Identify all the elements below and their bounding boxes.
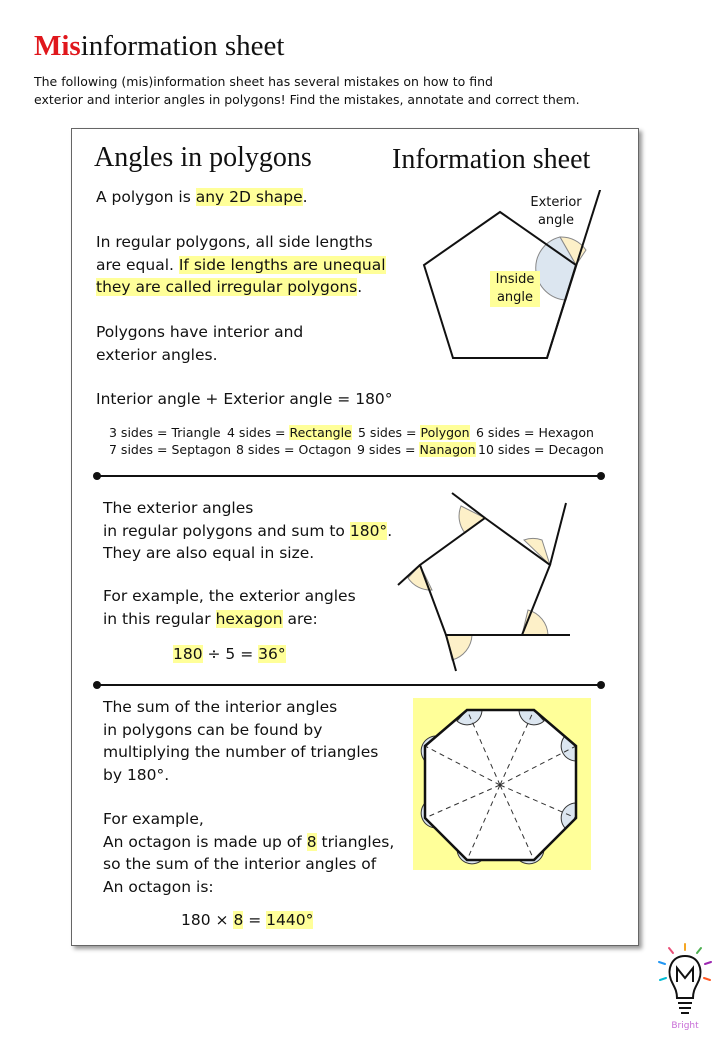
side-count: 10 sides = bbox=[478, 442, 549, 457]
side-shape-name: Triangle bbox=[171, 425, 221, 440]
angles-intro-line-2: exterior angles. bbox=[96, 345, 218, 364]
side-shape-name: Septagon bbox=[171, 442, 232, 457]
side-count: 5 sides = bbox=[358, 425, 421, 440]
interior-example-highlight: 8 bbox=[306, 832, 317, 851]
exterior-label-line-2: angle bbox=[537, 213, 575, 228]
section-divider bbox=[98, 684, 601, 686]
interior-calc-pre: 180 × bbox=[181, 911, 234, 929]
side-shape-name: Octagon bbox=[298, 442, 352, 457]
interior-example-line-2 bbox=[103, 831, 394, 854]
regular-line-2-pre: are equal. bbox=[96, 255, 179, 274]
exterior-angle-label bbox=[521, 194, 591, 230]
divider-dot bbox=[93, 681, 101, 689]
exterior-calculation bbox=[173, 643, 286, 666]
page-title bbox=[34, 30, 284, 63]
title-rest: information sheet bbox=[80, 30, 285, 62]
exterior-calc-highlight-2: 36° bbox=[258, 645, 286, 663]
regular-polygon-text bbox=[96, 231, 386, 299]
inside-angle-label bbox=[490, 271, 540, 307]
side-name-10 bbox=[478, 442, 604, 457]
interior-calc-highlight-2: 1440° bbox=[266, 911, 314, 929]
exterior-line-2-highlight: 180° bbox=[349, 521, 388, 540]
exterior-line-2-post: . bbox=[387, 521, 393, 540]
interior-line-1: The sum of the interior angles bbox=[103, 698, 338, 716]
side-name-6 bbox=[476, 425, 594, 440]
bright-lightbulb-logo bbox=[655, 940, 715, 1035]
polygon-def-pre: A polygon is bbox=[96, 188, 196, 206]
side-count: 6 sides = bbox=[476, 425, 539, 440]
interior-example-post: triangles, bbox=[316, 832, 395, 851]
side-count: 9 sides = bbox=[357, 442, 420, 457]
divider-dot bbox=[597, 681, 605, 689]
regular-line-2 bbox=[96, 254, 386, 277]
inside-label-line-2: angle bbox=[496, 290, 534, 305]
logo-ray bbox=[659, 962, 665, 964]
interior-example-line-1: For example, bbox=[103, 810, 204, 828]
side-shape-name: Hexagon bbox=[538, 425, 594, 440]
heading-angles-in-polygons: Angles in polygons bbox=[94, 142, 312, 173]
side-shape-name: Rectangle bbox=[289, 425, 352, 440]
intro-line-2: exterior and interior angles in polygons! Find the mistakes, annotate and correct them. bbox=[34, 92, 580, 107]
exterior-example-highlight: hexagon bbox=[215, 609, 283, 628]
angle-sum-rule: Interior angle + Exterior angle = 180° bbox=[96, 390, 393, 408]
exterior-calc-mid: ÷ 5 = bbox=[202, 645, 259, 663]
logo-ray bbox=[669, 948, 673, 953]
side-name-5 bbox=[358, 425, 470, 440]
exterior-line-3: They are also equal in size. bbox=[103, 544, 315, 562]
side-count: 3 sides = bbox=[109, 425, 172, 440]
exterior-angles-pentagon-diagram bbox=[395, 490, 580, 675]
side-count: 8 sides = bbox=[236, 442, 299, 457]
logo-m bbox=[677, 968, 693, 982]
side-count: 7 sides = bbox=[109, 442, 172, 457]
exterior-angles-text bbox=[103, 497, 392, 565]
exterior-label-line-1: Exterior bbox=[530, 195, 582, 210]
angles-intro-line-1: Polygons have interior and bbox=[96, 323, 304, 341]
title-mis: Mis bbox=[34, 30, 81, 62]
exterior-line-2 bbox=[103, 520, 392, 543]
interior-example bbox=[103, 808, 394, 898]
intro-line-1: The following (mis)information sheet has several mistakes on how to find bbox=[34, 74, 493, 89]
side-shape-name: Polygon bbox=[420, 425, 470, 440]
regular-line-3-highlight: they are called irregular polygons bbox=[96, 278, 358, 296]
interior-example-pre: An octagon is made up of bbox=[103, 832, 307, 851]
exterior-example-pre: in this regular bbox=[103, 609, 216, 628]
regular-line-2-highlight: If side lengths are unequal bbox=[178, 255, 386, 274]
exterior-example bbox=[103, 585, 356, 630]
side-name-7 bbox=[109, 442, 231, 457]
interior-calc-mid: = bbox=[243, 911, 267, 929]
logo-text: Bright bbox=[671, 1021, 699, 1031]
interior-line-4: by 180°. bbox=[103, 765, 170, 784]
extension-line bbox=[550, 503, 566, 565]
interior-example-line-3: so the sum of the interior angles of bbox=[103, 855, 377, 873]
exterior-line-1: The exterior angles bbox=[103, 499, 254, 517]
exterior-angle-arc bbox=[459, 506, 485, 533]
side-count: 4 sides = bbox=[227, 425, 290, 440]
regular-line-3-post: . bbox=[357, 278, 363, 296]
divider-dot bbox=[93, 472, 101, 480]
logo-ray bbox=[697, 948, 701, 953]
divider-dot bbox=[597, 472, 605, 480]
regular-line-3 bbox=[96, 276, 386, 299]
side-shape-name: Nanagon bbox=[419, 442, 476, 457]
octagon-triangles-diagram bbox=[413, 698, 591, 870]
inside-label-line-1: Inside bbox=[495, 272, 535, 287]
interior-line-3: multiplying the number of triangles bbox=[103, 743, 379, 761]
interior-calculation bbox=[181, 909, 313, 932]
logo-ray bbox=[705, 962, 711, 964]
polygon-definition bbox=[96, 186, 308, 209]
logo-ray bbox=[660, 978, 666, 980]
interior-angles-text bbox=[103, 696, 378, 786]
interior-line-2: in polygons can be found by bbox=[103, 720, 323, 739]
exterior-example-line-1: For example, the exterior angles bbox=[103, 587, 356, 605]
exterior-example-line-2 bbox=[103, 608, 356, 631]
exterior-line-2-pre: in regular polygons and sum to bbox=[103, 521, 350, 540]
side-name-4 bbox=[227, 425, 352, 440]
logo-rays bbox=[659, 944, 711, 980]
exterior-angle-arc bbox=[522, 610, 548, 635]
polygon-def-post: . bbox=[302, 188, 308, 206]
side-shape-name: Decagon bbox=[548, 442, 604, 457]
section-divider bbox=[98, 475, 601, 477]
heading-information-sheet: Information sheet bbox=[392, 144, 591, 175]
logo-ray bbox=[704, 978, 710, 980]
angles-intro bbox=[96, 321, 303, 366]
exterior-calc-highlight-1: 180 bbox=[173, 645, 203, 663]
interior-example-line-4: An octagon is: bbox=[103, 877, 214, 896]
intro-text bbox=[34, 73, 580, 109]
side-name-9 bbox=[357, 442, 476, 457]
regular-line-1: In regular polygons, all side lengths bbox=[96, 233, 373, 251]
side-name-8 bbox=[236, 442, 351, 457]
polygon-def-highlight: any 2D shape bbox=[195, 188, 303, 206]
side-name-3 bbox=[109, 425, 221, 440]
interior-calc-highlight-1: 8 bbox=[233, 911, 244, 929]
exterior-example-post: are: bbox=[282, 609, 318, 628]
